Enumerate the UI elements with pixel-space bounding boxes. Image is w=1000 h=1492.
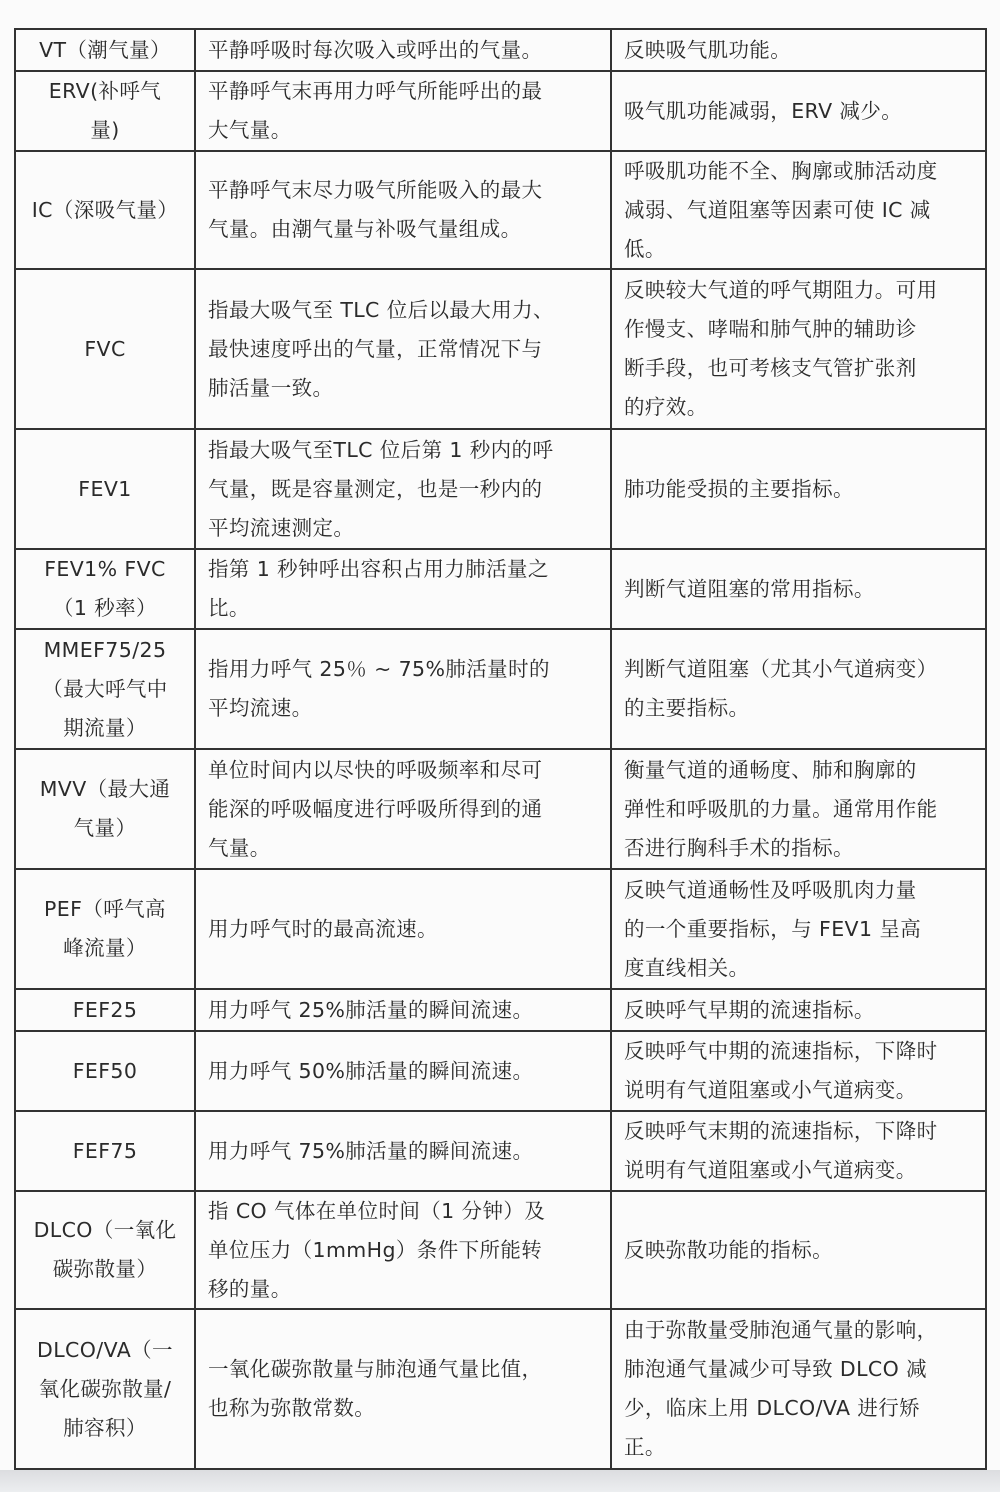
definition-cell: 一氧化碳弥散量与肺泡通气量比值， 也称为弥散常数。 bbox=[196, 1310, 612, 1468]
significance-cell: 反映呼气中期的流速指标，下降时 说明有气道阻塞或小气道病变。 bbox=[612, 1032, 987, 1110]
significance-cell: 呼吸肌功能不全、胸廓或肺活动度 减弱、气道阻塞等因素可使 IC 减 低。 bbox=[612, 152, 987, 268]
definition-cell: 指用力呼气 25％ ~ 75%肺活量时的 平均流速。 bbox=[196, 630, 612, 748]
significance-cell: 衡量气道的通畅度、肺和胸廓的 弹性和呼吸肌的力量。通常用作能 否进行胸科手术的指标。 bbox=[612, 750, 987, 868]
definition-cell: 指最大吸气至TLC 位后第 1 秒内的呼 气量，既是容量测定，也是一秒内的 平均流速测定。 bbox=[196, 430, 612, 548]
significance-cell: 反映较大气道的呼气期阻力。可用 作慢支、哮喘和肺气肿的辅助诊 断手段，也可考核支气管扩张剂 的疗效。 bbox=[612, 270, 987, 428]
significance-cell: 反映呼气末期的流速指标，下降时 说明有气道阻塞或小气道病变。 bbox=[612, 1112, 987, 1190]
table-row bbox=[16, 1192, 987, 1310]
term-cell: ERV(补呼气 量) bbox=[16, 72, 196, 150]
significance-cell: 吸气肌功能减弱，ERV 减少。 bbox=[612, 72, 987, 150]
definition-cell: 用力呼气 25%肺活量的瞬间流速。 bbox=[196, 990, 612, 1030]
table-row bbox=[16, 1310, 987, 1470]
term-cell: DLCO（一氧化 碳弥散量） bbox=[16, 1192, 196, 1308]
pulmonary-function-table bbox=[14, 28, 987, 1470]
term-cell: FEF75 bbox=[16, 1112, 196, 1190]
definition-cell: 单位时间内以尽快的呼吸频率和尽可 能深的呼吸幅度进行呼吸所得到的通 气量。 bbox=[196, 750, 612, 868]
table-row bbox=[16, 430, 987, 550]
table-row bbox=[16, 270, 987, 430]
definition-cell: 平静呼气末尽力吸气所能吸入的最大 气量。由潮气量与补吸气量组成。 bbox=[196, 152, 612, 268]
term-cell: PEF（呼气高 峰流量） bbox=[16, 870, 196, 988]
significance-cell: 反映吸气肌功能。 bbox=[612, 30, 987, 70]
definition-cell: 用力呼气 75%肺活量的瞬间流速。 bbox=[196, 1112, 612, 1190]
table-row bbox=[16, 30, 987, 72]
term-cell: FEF50 bbox=[16, 1032, 196, 1110]
significance-cell: 反映弥散功能的指标。 bbox=[612, 1192, 987, 1308]
table-row bbox=[16, 152, 987, 270]
significance-cell: 肺功能受损的主要指标。 bbox=[612, 430, 987, 548]
term-cell: FEF25 bbox=[16, 990, 196, 1030]
significance-cell: 反映呼气早期的流速指标。 bbox=[612, 990, 987, 1030]
table-row bbox=[16, 750, 987, 870]
table-row bbox=[16, 72, 987, 152]
table-row bbox=[16, 870, 987, 990]
definition-cell: 指最大吸气至 TLC 位后以最大用力、 最快速度呼出的气量，正常情况下与 肺活量一致。 bbox=[196, 270, 612, 428]
term-cell: VT（潮气量） bbox=[16, 30, 196, 70]
table-row bbox=[16, 1032, 987, 1112]
definition-cell: 指第 1 秒钟呼出容积占用力肺活量之 比。 bbox=[196, 550, 612, 628]
definition-cell: 平静呼吸时每次吸入或呼出的气量。 bbox=[196, 30, 612, 70]
definition-cell: 用力呼气 50%肺活量的瞬间流速。 bbox=[196, 1032, 612, 1110]
table-row bbox=[16, 630, 987, 750]
significance-cell: 判断气道阻塞的常用指标。 bbox=[612, 550, 987, 628]
significance-cell: 反映气道通畅性及呼吸肌肉力量 的一个重要指标，与 FEV1 呈高 度直线相关。 bbox=[612, 870, 987, 988]
definition-cell: 用力呼气时的最高流速。 bbox=[196, 870, 612, 988]
term-cell: FEV1 bbox=[16, 430, 196, 548]
term-cell: FVC bbox=[16, 270, 196, 428]
page-bottom-shadow bbox=[0, 1470, 1000, 1492]
term-cell: DLCO/VA（一 氧化碳弥散量/ 肺容积） bbox=[16, 1310, 196, 1468]
table-row bbox=[16, 990, 987, 1032]
significance-cell: 判断气道阻塞（尤其小气道病变） 的主要指标。 bbox=[612, 630, 987, 748]
significance-cell: 由于弥散量受肺泡通气量的影响， 肺泡通气量减少可导致 DLCO 减 少，临床上用 DLCO/VA 进行矫 正。 bbox=[612, 1310, 987, 1468]
table-row bbox=[16, 550, 987, 630]
definition-cell: 指 CO 气体在单位时间（1 分钟）及 单位压力（1mmHg）条件下所能转 移的量。 bbox=[196, 1192, 612, 1308]
table-row bbox=[16, 1112, 987, 1192]
term-cell: IC（深吸气量） bbox=[16, 152, 196, 268]
term-cell: MMEF75/25 （最大呼气中 期流量） bbox=[16, 630, 196, 748]
term-cell: FEV1% FVC （1 秒率） bbox=[16, 550, 196, 628]
definition-cell: 平静呼气末再用力呼气所能呼出的最 大气量。 bbox=[196, 72, 612, 150]
term-cell: MVV（最大通 气量） bbox=[16, 750, 196, 868]
